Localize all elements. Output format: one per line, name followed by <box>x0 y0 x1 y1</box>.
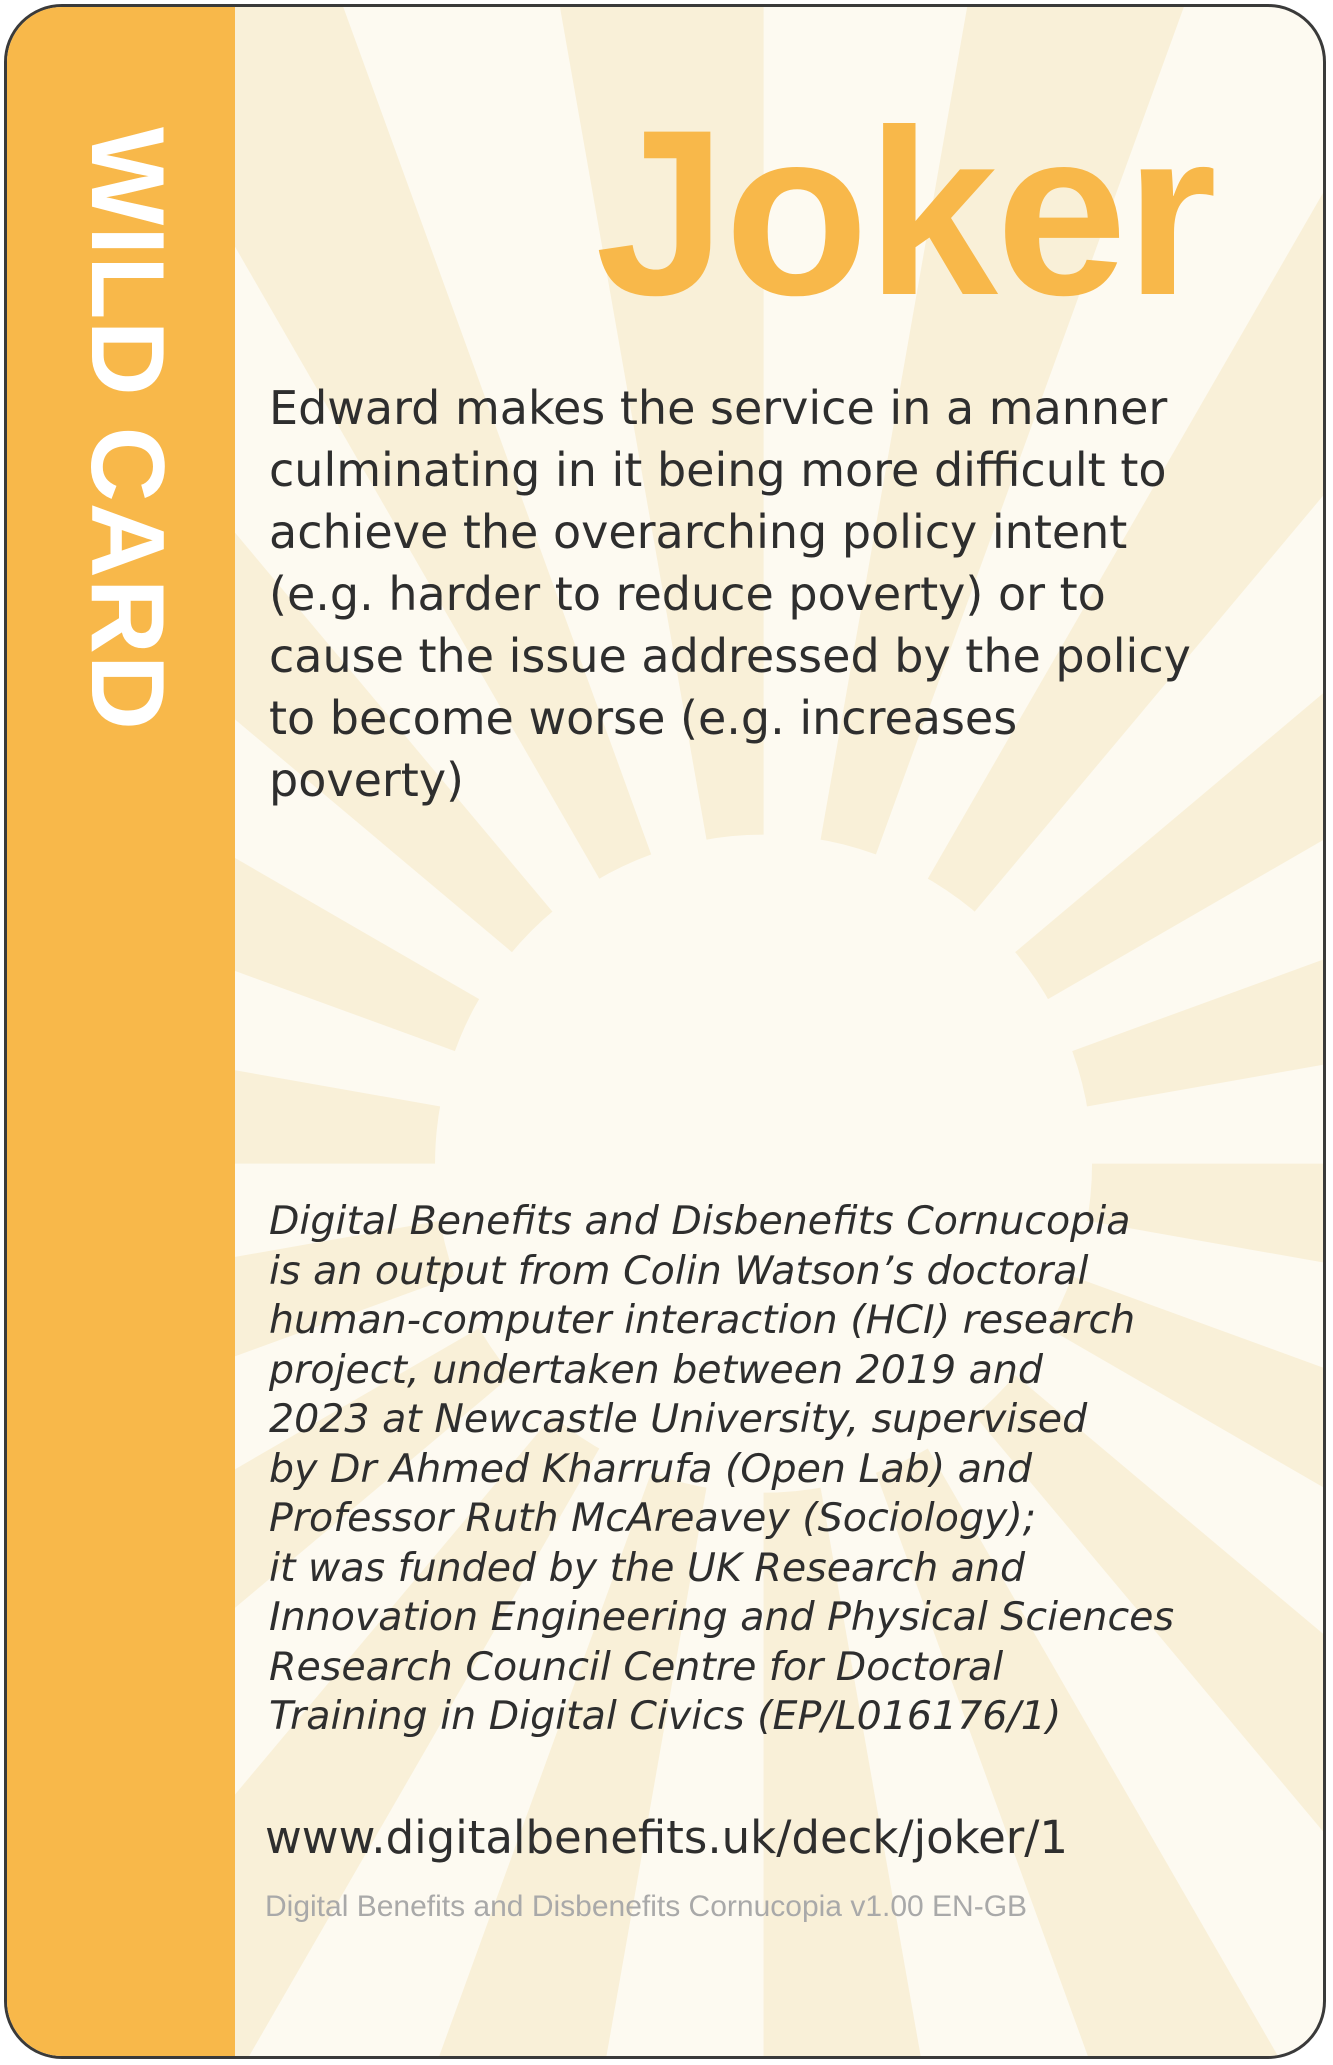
credits-line: is an output from Colin Watson’s doctoral <box>269 1247 1089 1294</box>
credits-line: Professor Ruth McAreavey (Sociology); <box>269 1495 1037 1541</box>
credits-line: by Dr Ahmed Kharrufa (Open Lab) and <box>269 1445 1033 1492</box>
credits-line: project, undertaken between 2019 and <box>269 1346 1043 1393</box>
category-band <box>7 7 235 2056</box>
credits-line: Innovation Engineering and Physical Sciences <box>269 1594 1175 1640</box>
joker-card <box>4 4 1326 2059</box>
category-label: WILD CARD <box>69 127 185 732</box>
credits-line: 2023 at Newcastle University, supervised <box>269 1396 1088 1442</box>
credits-text <box>269 1197 1269 1742</box>
credits-line: Training in Digital Civics (EP/L016176/1) <box>269 1693 1062 1739</box>
credits-line: Digital Benefits and Disbenefits Cornucopia <box>269 1198 1131 1244</box>
card-url-link[interactable]: www.digitalbenefits.uk/deck/joker/1 <box>265 1811 1069 1864</box>
credits-line: Research Council Centre for Doctoral <box>269 1643 1004 1690</box>
card-description: Edward makes the service in a manner culminating in it being more difficult to achieve the overarching policy intent (e.g. harder to reduce poverty) or to cause the issue addressed by the policy to become worse (e.g. increases poverty) <box>269 381 1191 807</box>
deck-version-footer: Digital Benefits and Disbenefits Cornucopia v1.00 EN-GB <box>265 1890 1028 1923</box>
credits-line: it was funded by the UK Research and <box>269 1544 1026 1591</box>
card-title: Joker <box>595 81 1215 345</box>
credits-line: human-computer interaction (HCI) research <box>269 1297 1136 1343</box>
